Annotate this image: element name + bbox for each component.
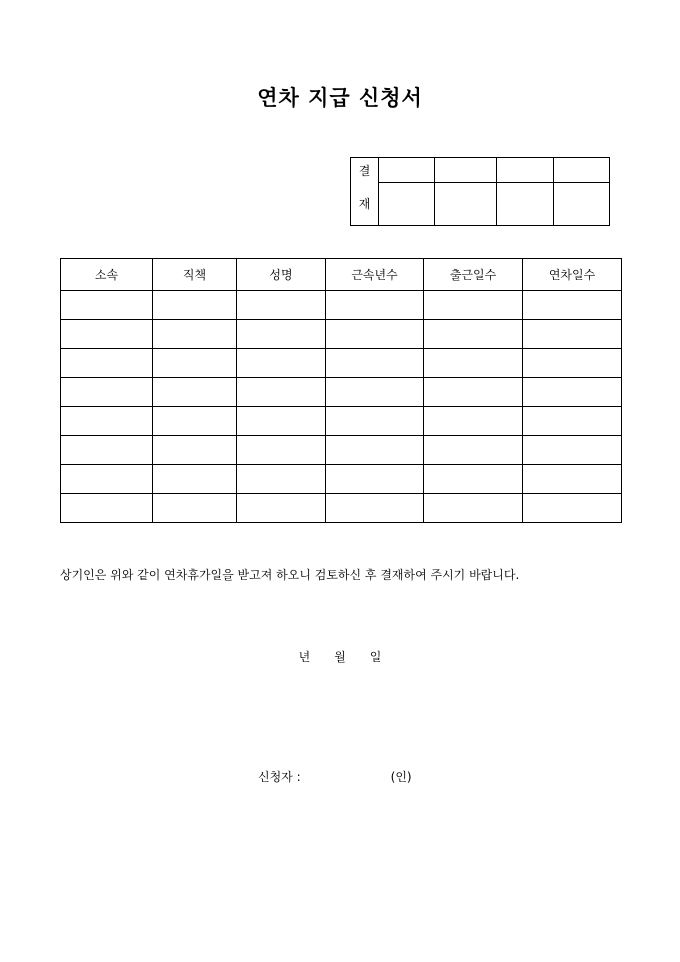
date-day-label: 일 — [369, 650, 382, 664]
approver-title-cell[interactable] — [379, 158, 435, 183]
header-name: 성명 — [237, 259, 326, 291]
table-cell[interactable] — [424, 465, 523, 494]
table-cell[interactable] — [153, 436, 237, 465]
table-cell[interactable] — [237, 291, 326, 320]
table-cell[interactable] — [326, 465, 424, 494]
approval-box — [350, 157, 610, 226]
table-cell[interactable] — [61, 494, 153, 523]
table-cell[interactable] — [424, 494, 523, 523]
table-cell[interactable] — [153, 407, 237, 436]
table-cell[interactable] — [61, 465, 153, 494]
approver-title-cell[interactable] — [554, 158, 610, 183]
header-department: 소속 — [61, 259, 153, 291]
table-cell[interactable] — [326, 407, 424, 436]
table-cell[interactable] — [326, 349, 424, 378]
table-cell[interactable] — [153, 349, 237, 378]
table-cell[interactable] — [326, 436, 424, 465]
table-cell[interactable] — [523, 436, 622, 465]
table-cell[interactable] — [523, 349, 622, 378]
table-row — [61, 494, 622, 523]
approver-signature-cell[interactable] — [497, 182, 554, 226]
table-cell[interactable] — [523, 407, 622, 436]
table-cell[interactable] — [424, 291, 523, 320]
header-annual-leave-days: 연차일수 — [523, 259, 622, 291]
table-cell[interactable] — [523, 494, 622, 523]
table-cell[interactable] — [237, 407, 326, 436]
table-cell[interactable] — [237, 494, 326, 523]
table-cell[interactable] — [523, 291, 622, 320]
approver-signature-cell[interactable] — [554, 182, 610, 226]
table-row — [61, 320, 622, 349]
table-row — [61, 407, 622, 436]
document-title: 연차 지급 신청서 — [257, 85, 423, 110]
table-cell[interactable] — [326, 378, 424, 407]
table-row — [61, 465, 622, 494]
table-cell[interactable] — [523, 465, 622, 494]
table-cell[interactable] — [523, 378, 622, 407]
table-cell[interactable] — [61, 407, 153, 436]
table-cell[interactable] — [153, 378, 237, 407]
date-line — [0, 648, 680, 665]
table-cell[interactable] — [424, 378, 523, 407]
table-row — [61, 378, 622, 407]
table-cell[interactable] — [424, 349, 523, 378]
table-cell[interactable] — [61, 378, 153, 407]
applicant-line — [258, 768, 412, 785]
table-cell[interactable] — [326, 291, 424, 320]
table-cell[interactable] — [61, 320, 153, 349]
approval-label-top: 결 — [351, 158, 379, 183]
seal-mark: (인) — [390, 770, 412, 784]
request-statement: 상기인은 위와 같이 연차휴가일을 받고져 하오니 검토하신 후 결재하여 주시기 바랍니다. — [60, 568, 520, 582]
header-attendance-days: 출근일수 — [424, 259, 523, 291]
table-cell[interactable] — [326, 494, 424, 523]
approver-title-cell[interactable] — [435, 158, 497, 183]
table-cell[interactable] — [523, 320, 622, 349]
table-cell[interactable] — [61, 436, 153, 465]
table-cell[interactable] — [61, 349, 153, 378]
approver-signature-cell[interactable] — [435, 182, 497, 226]
table-cell[interactable] — [237, 465, 326, 494]
header-position: 직책 — [153, 259, 237, 291]
table-cell[interactable] — [424, 320, 523, 349]
date-month-label: 월 — [334, 650, 346, 664]
table-cell[interactable] — [153, 494, 237, 523]
table-row — [61, 349, 622, 378]
date-year-label: 년 — [298, 650, 311, 664]
approver-title-cell[interactable] — [497, 158, 554, 183]
approver-signature-cell[interactable] — [379, 182, 435, 226]
table-cell[interactable] — [237, 436, 326, 465]
table-cell[interactable] — [61, 291, 153, 320]
table-cell[interactable] — [424, 436, 523, 465]
applicant-label: 신청자 : — [258, 770, 301, 784]
approval-label-bottom: 재 — [351, 182, 379, 226]
table-cell[interactable] — [326, 320, 424, 349]
header-years-of-service: 근속년수 — [326, 259, 424, 291]
table-cell[interactable] — [237, 320, 326, 349]
table-row — [61, 436, 622, 465]
leave-request-table — [60, 258, 622, 523]
table-cell[interactable] — [424, 407, 523, 436]
table-header-row — [61, 259, 622, 291]
table-cell[interactable] — [153, 291, 237, 320]
table-cell[interactable] — [237, 349, 326, 378]
table-cell[interactable] — [153, 465, 237, 494]
table-row — [61, 291, 622, 320]
table-cell[interactable] — [153, 320, 237, 349]
table-cell[interactable] — [237, 378, 326, 407]
